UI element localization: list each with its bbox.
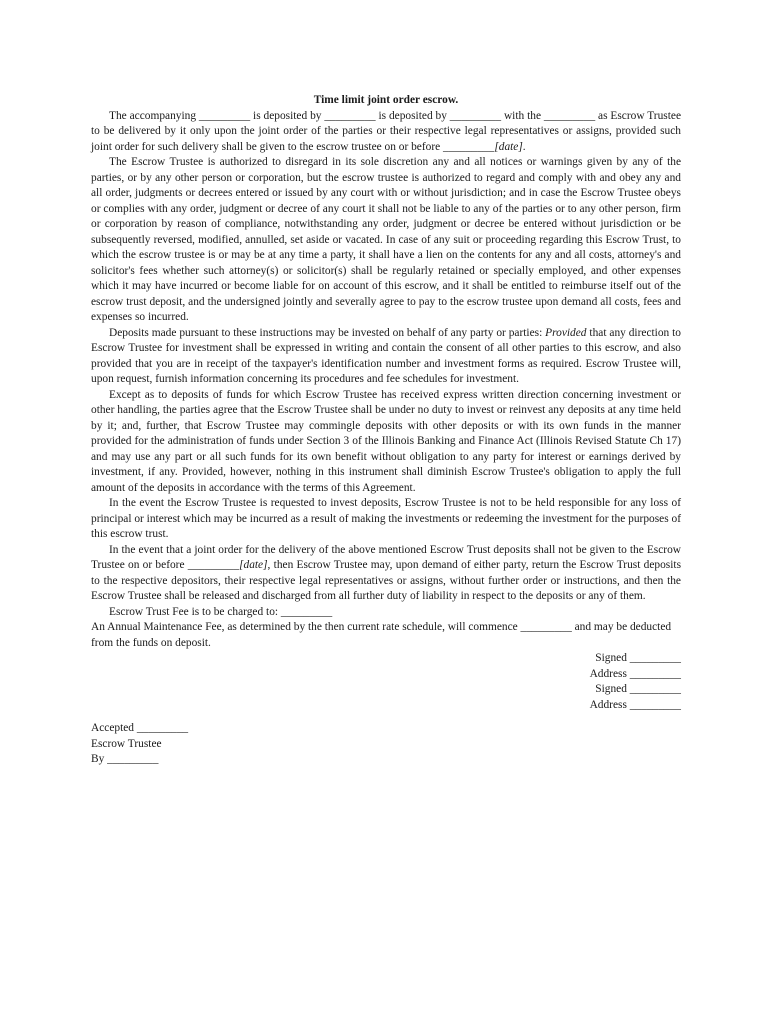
document-title: Time limit joint order escrow. <box>313 94 459 106</box>
document-page <box>91 93 681 768</box>
paragraph-deposit-terms <box>91 109 681 156</box>
signature-block <box>91 651 681 713</box>
acceptance-block <box>91 721 681 768</box>
fee-line: Escrow Trust Fee is to be charged to: _________ <box>109 605 333 618</box>
maintenance-fee-paragraph: An Annual Maintenance Fee, as determined by the then current rate schedule, will commence _________ and may be deducted from the funds on deposit. <box>91 621 672 649</box>
date-placeholder: [date] <box>494 140 523 153</box>
paragraph-return-deposits <box>91 543 681 605</box>
provided-term: Provided <box>545 326 587 339</box>
signature-line: Signed _________ <box>595 683 681 695</box>
paragraph-commingle: Except as to deposits of funds for which Escrow Trustee has received express written direction concerning investment or other handling, the parties agree that the Escrow Trustee shall be under no duty to invest or reinvest any deposits at any time held by it; and, further, that Escrow Trustee may commingle deposits with other deposits or with its own funds in the manner provided for the administration of funds under Section 3 of the Illinois Banking and Finance Act (Illinois Revised Statute Ch 17) and may use any part or all such funds for its own benefit without obligation to any party for interest or earnings derived by investment, if any. Provided, however, nothing in this instrument shall diminish Escrow Trustee's obligation to apply the full amount of the deposits in accordance with the terms of this Agreement. <box>91 388 681 494</box>
paragraph-end: . <box>522 140 526 153</box>
paragraph-liability: In the event the Escrow Trustee is requested to invest deposits, Escrow Trustee is not to be held responsible for any loss of principal or interest which may be incurred as a result of making the investments or redeeming the investment for the purposes of this escrow trust. <box>91 497 681 540</box>
address-line: Address _________ <box>589 667 681 680</box>
accepted-line: Accepted _________ <box>91 722 189 734</box>
paragraph-trustee-authority: The Escrow Trustee is authorized to disregard in its sole discretion any and all notices or warnings given by any of the parties, or by any other person or corporation, but the escrow trustee is authorized to regard and comply with and obey any and all order, judgments or decrees entered or issued by any court with or without jurisdiction; and in case the Escrow Trustee obeys or complies with any order, judgment or decree of any court it shall not be liable to any of the parties or to any other person, firm or corporation by reason of compliance, notwithstanding any order, judgment or decree be entered without jurisdiction or be subsequently reversed, modified, annulled, set aside or vacated. In case of any suit or proceeding regarding this Escrow Trust, to which the escrow trustee is or may be at any time a party, it shall have a lien on the contents for any and all costs, attorney's and solicitor's fees whether such attorney(s) or solicitor(s) shall be regularly retained or specially employed, and other expenses which it may have incurred or become liable for on account of this escrow, and it shall be entitled to reimburse itself out of the escrow trust deposit, and the undersigned jointly and severally agree to pay to the escrow trustee upon demand all costs, fees and expenses so incurred. <box>91 156 681 323</box>
date-placeholder: [date] <box>239 559 268 571</box>
signature-line: Signed _________ <box>595 652 681 664</box>
paragraph-text: , then Escrow Trustee may, upon demand of either party, return the Escrow Trust deposits to the respective depositors, their respective legal representatives or assigns, without further order or instructions, and then the Escrow Trustee shall be released and discharged from all further duty of liability in respect to the deposits or any of them. <box>91 559 681 602</box>
paragraph-text: The accompanying _________ is deposited by _________ is deposited by _________ with the _________ as Escrow Trustee to be delivered by it only upon the joint order of the parties or their respective legal representatives or assigns, provided such joint order for such delivery shall be given to the escrow trustee on or before _________ <box>91 109 681 153</box>
by-line: By _________ <box>91 753 159 765</box>
paragraph-text: that any direction to Escrow Trustee for investment shall be expressed in writing and contain the consent of all other parties to this escrow, and also provided that you are in receipt of the taxpayer's identification number and investment forms as required. Escrow Trustee will, upon request, furnish information concerning its procedures and fee schedules for investment. <box>91 326 681 385</box>
paragraph-investment <box>91 326 681 388</box>
escrow-trustee-label: Escrow Trustee <box>91 737 162 750</box>
paragraph-text: Deposits made pursuant to these instructions may be invested on behalf of any party or parties: <box>109 326 543 339</box>
address-line: Address _________ <box>589 698 681 711</box>
paragraph-text: In the event that a joint order for the delivery of the above mentioned Escrow Trust deposits shall not be given to the Escrow Trustee on or before _________ <box>91 543 681 571</box>
